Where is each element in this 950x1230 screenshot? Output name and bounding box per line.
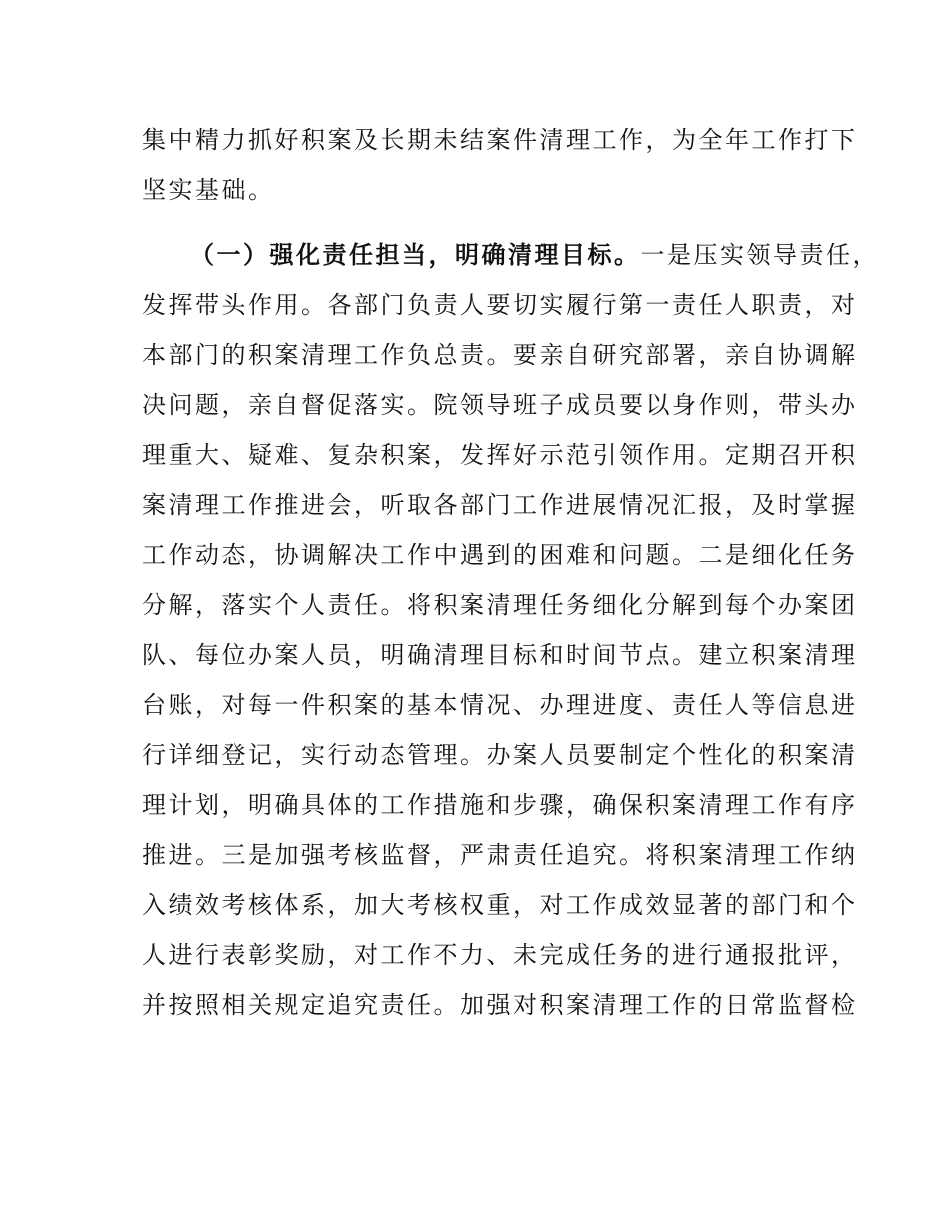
paragraph-line: 案清理工作推进会，听取各部门工作进展情况汇报，及时掌握 bbox=[142, 491, 858, 519]
paragraph-line: 本部门的积案清理工作负总责。要亲自研究部署，亲自协调解 bbox=[142, 341, 858, 369]
paragraph-first-line bbox=[190, 241, 879, 269]
paragraph-line: 发挥带头作用。各部门负责人要切实履行第一责任人职责，对 bbox=[142, 291, 858, 319]
paragraph-line: 决问题，亲自督促落实。院领导班子成员要以身作则，带头办 bbox=[142, 391, 858, 419]
paragraph-line: 推进。三是加强考核监督，严肃责任追究。将积案清理工作纳 bbox=[142, 841, 858, 869]
paragraph-line: 工作动态，协调解决工作中遇到的困难和问题。二是细化任务 bbox=[142, 541, 858, 569]
paragraph-line: 人进行表彰奖励，对工作不力、未完成任务的进行通报批评， bbox=[142, 941, 858, 969]
paragraph-line: 坚实基础。 bbox=[142, 176, 275, 204]
paragraph-line: 并按照相关规定追究责任。加强对积案清理工作的日常监督检 bbox=[142, 991, 858, 1019]
paragraph-line: 分解，落实个人责任。将积案清理任务细化分解到每个办案团 bbox=[142, 591, 858, 619]
paragraph-line: 理重大、疑难、复杂积案，发挥好示范引领作用。定期召开积 bbox=[142, 441, 858, 469]
paragraph-line: 集中精力抓好积案及长期未结案件清理工作，为全年工作打下 bbox=[142, 126, 858, 154]
paragraph-line: 队、每位办案人员，明确清理目标和时间节点。建立积案清理 bbox=[142, 641, 858, 669]
paragraph-line: 理计划，明确具体的工作措施和步骤，确保积案清理工作有序 bbox=[142, 791, 858, 819]
paragraph-line: 行详细登记，实行动态管理。办案人员要制定个性化的积案清 bbox=[142, 741, 858, 769]
paragraph-line: 入绩效考核体系，加大考核权重，对工作成效显著的部门和个 bbox=[142, 891, 858, 919]
first-line-text: 一是压实领导责任， bbox=[640, 241, 879, 269]
paragraph-line: 台账，对每一件积案的基本情况、办理进度、责任人等信息进 bbox=[142, 691, 858, 719]
section-heading: （一）强化责任担当，明确清理目标。 bbox=[190, 241, 641, 269]
